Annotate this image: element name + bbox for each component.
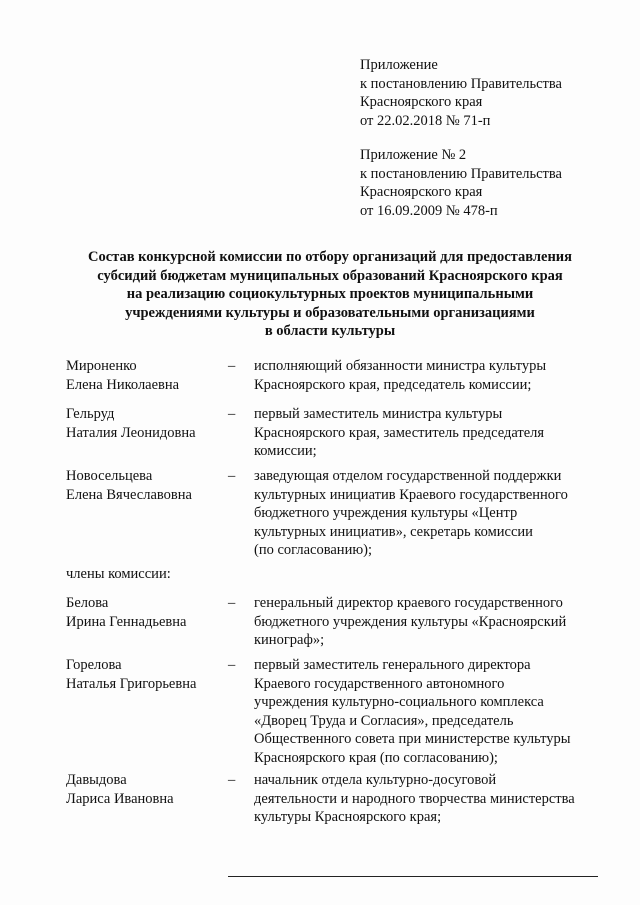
member-dash: –: [228, 406, 236, 422]
appendix-header-1: Приложение к постановлению Правительства Красноярского края от 22.02.2018 № 71-п: [360, 57, 562, 129]
member-role: начальник отдела культурно-досуговой деятельности и народного творчества министерства культуры Красноярского края;: [254, 772, 575, 825]
appendix-header-2: Приложение № 2 к постановлению Правительства Красноярского края от 16.09.2009 № 478-п: [360, 147, 562, 219]
member-dash: –: [228, 358, 236, 374]
document-title: Состав конкурсной комиссии по отбору организаций для предоставления субсидий бюджетам муниципальных образований Красноярского края на реализацию социокультурных проектов муниципальными учреждениями культуры и образовательными организациями в области культуры: [87, 249, 572, 339]
member-name: Давыдова Лариса Ивановна: [66, 772, 174, 807]
member-role: первый заместитель генерального директора Краевого государственного автономного учреждения культурно-социального комплекса «Дворец Труда и Согласия», председатель Общественного совета при министерстве культуры Красноярского края (по согласованию);: [254, 657, 571, 766]
member-dash: –: [228, 772, 236, 788]
member-name: Мироненко Елена Николаевна: [66, 358, 180, 393]
member-role: первый заместитель министра культуры Красноярского края, заместитель председателя комиссии;: [254, 406, 545, 459]
member-role: генеральный директор краевого государственного бюджетного учреждения культуры «Красноярский кинограф»;: [254, 595, 567, 648]
member-name: Гельруд Наталия Леонидовна: [66, 406, 196, 441]
member-role: заведующая отделом государственной поддержки культурных инициатив Краевого государственного бюджетного учреждения культуры «Центр культурных инициатив», секретарь комиссии (по согласованию);: [254, 468, 568, 558]
bottom-rule-line: [228, 876, 598, 877]
member-dash: –: [228, 468, 236, 484]
member-name: Новосельцева Елена Вячеславовна: [66, 468, 192, 503]
members-label: члены комиссии:: [66, 566, 171, 582]
member-name: Горелова Наталья Григорьевна: [66, 657, 197, 692]
member-dash: –: [228, 657, 236, 673]
member-name: Белова Ирина Геннадьевна: [66, 595, 187, 630]
member-dash: –: [228, 595, 236, 611]
member-role: исполняющий обязанности министра культуры Красноярского края, председатель комиссии;: [254, 358, 547, 393]
